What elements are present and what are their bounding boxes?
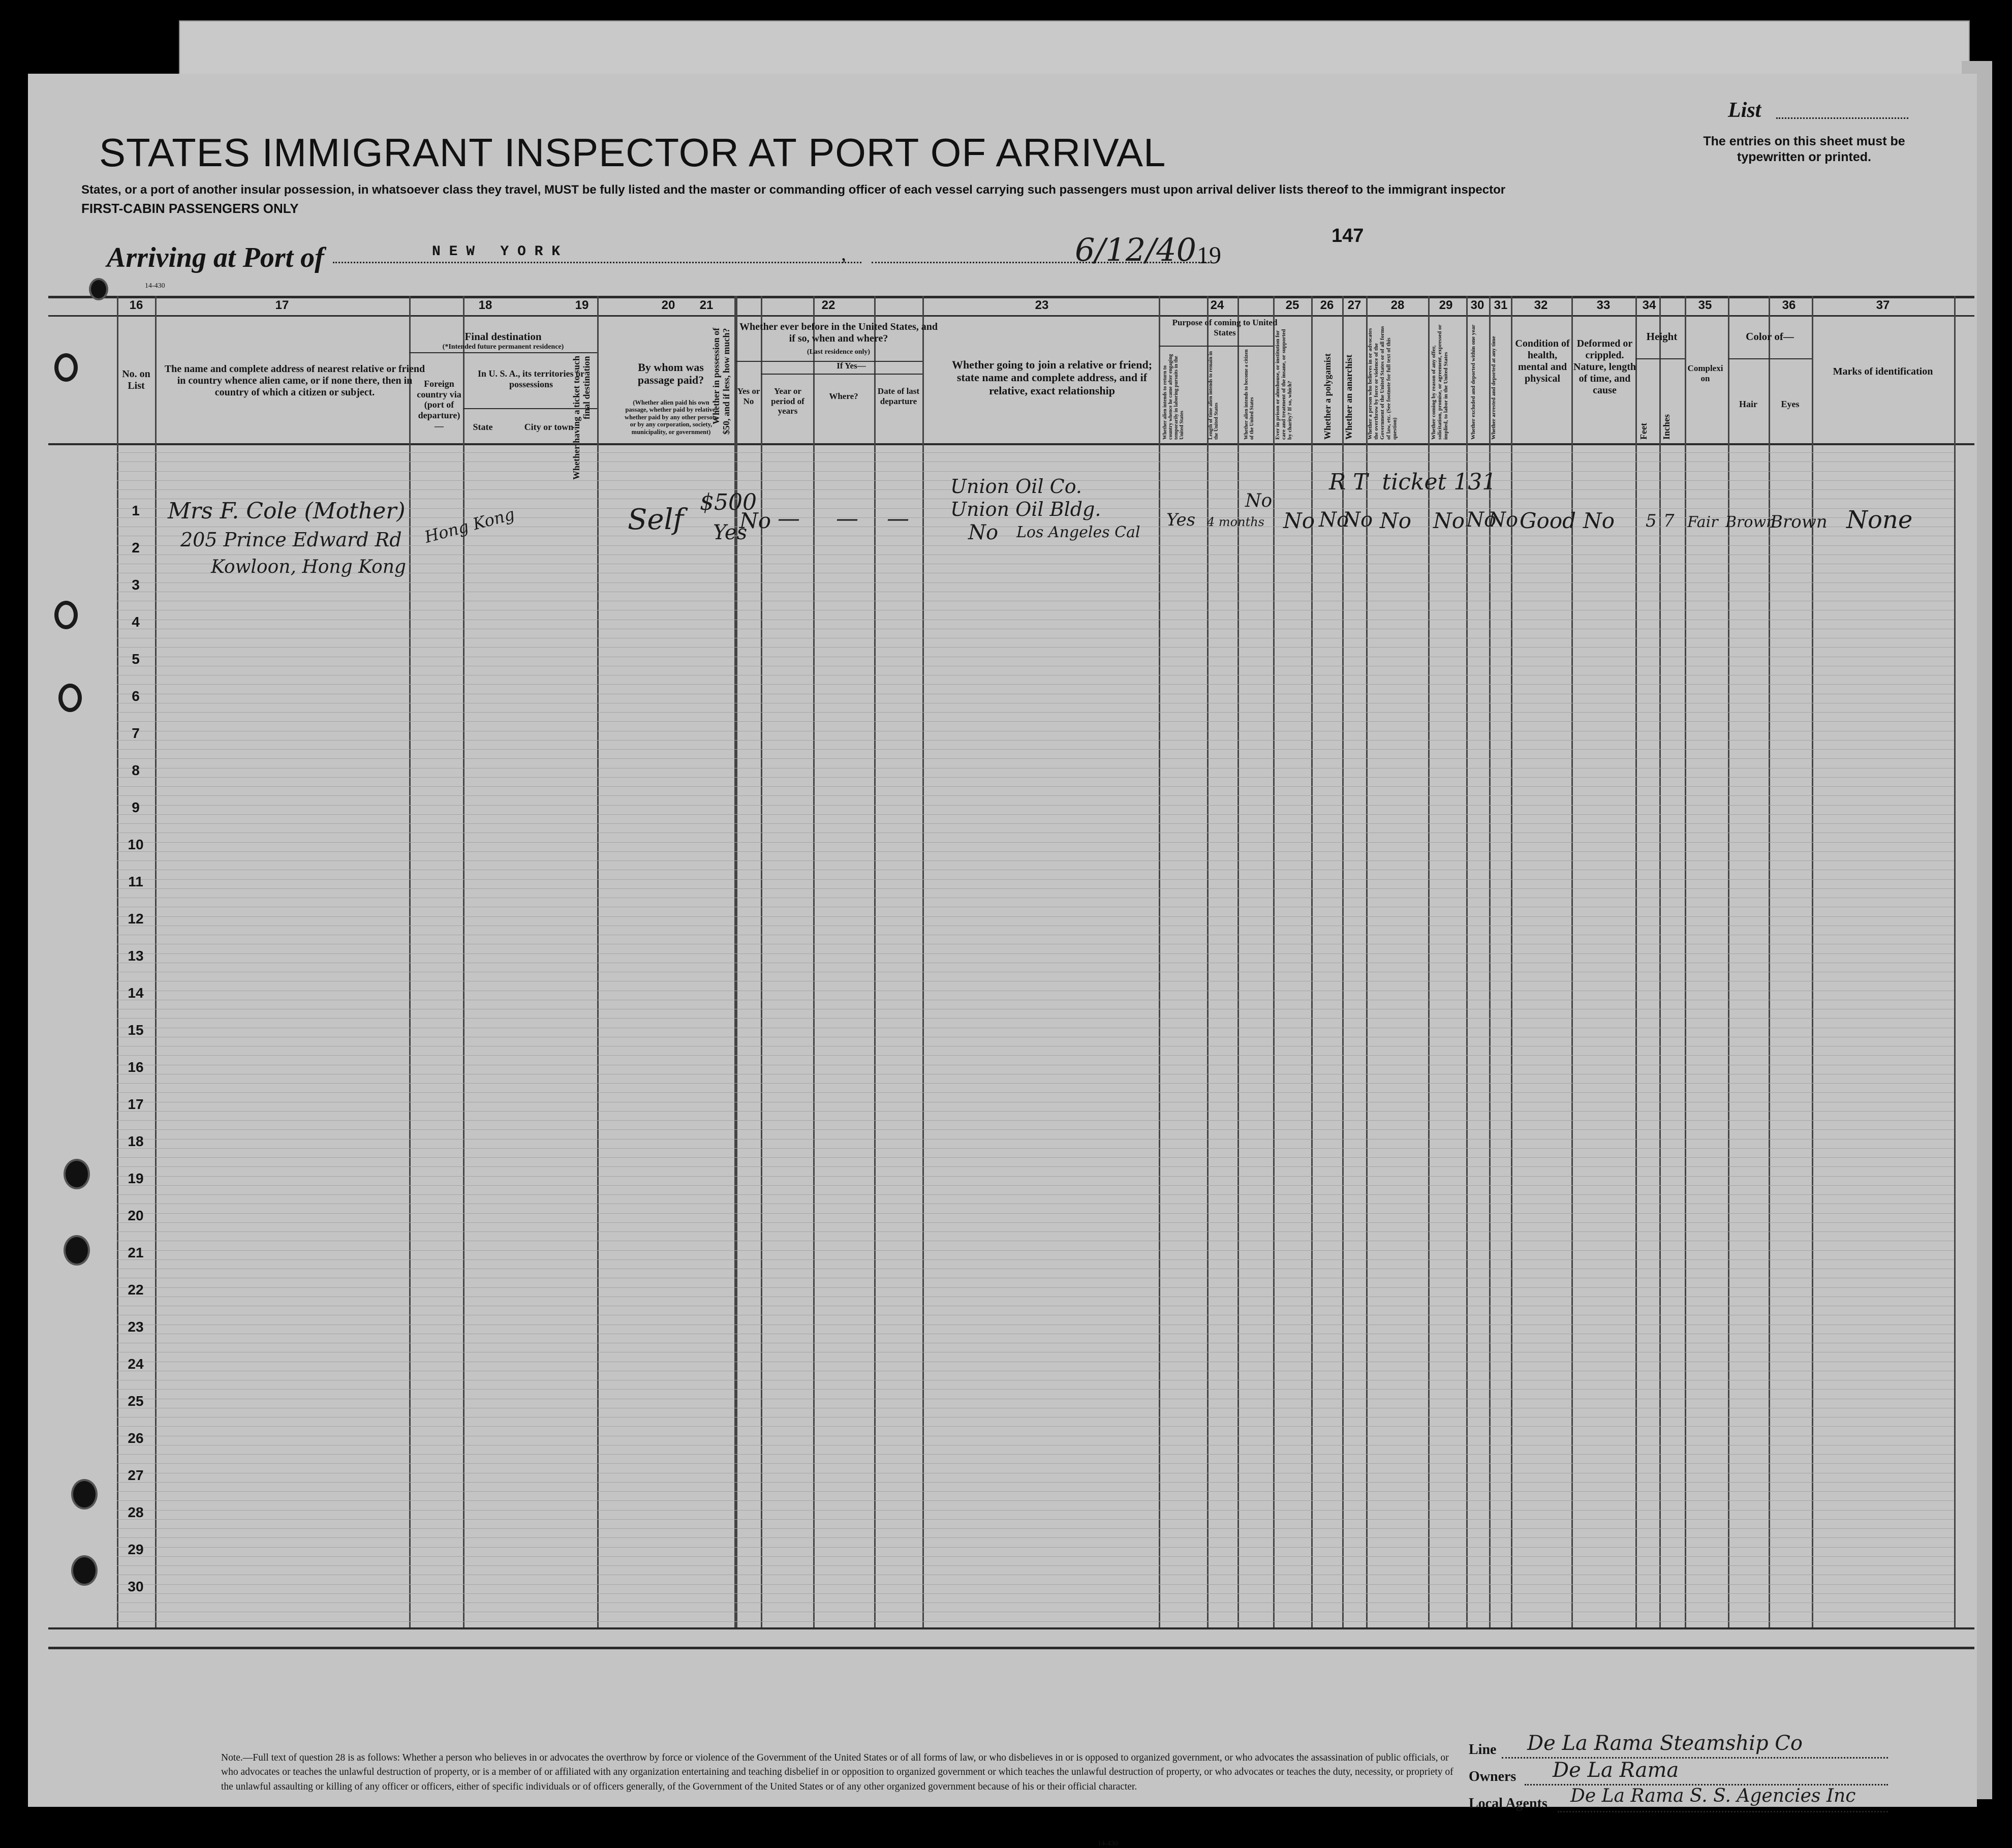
entry-relative-line2: 205 Prince Edward Rd	[180, 529, 402, 551]
row-number: 1	[132, 503, 140, 518]
entry-relative-line1: Mrs F. Cole (Mother)	[168, 498, 406, 524]
page-number: 147	[1332, 225, 1364, 247]
column-number: 26	[1320, 298, 1334, 312]
header-yes-no: Yes or No	[737, 386, 760, 406]
ruled-line	[117, 1111, 1954, 1112]
column-number: 27	[1347, 298, 1361, 312]
column-number: 35	[1698, 298, 1712, 312]
ruled-line	[117, 1259, 1954, 1260]
header-q30: Whether excluded and deported within one year	[1470, 324, 1476, 440]
row-number: 22	[128, 1282, 144, 1298]
column-divider	[1812, 296, 1813, 1627]
row-number: 10	[128, 837, 144, 852]
ruled-line	[117, 1463, 1954, 1464]
entry-relative-line3: Kowloon, Hong Kong	[211, 557, 406, 577]
header-passage-note: (Whether alien paid his own passage, whether paid by relative, whether paid by any other person, or by any corporation, society, municipality, or government)	[625, 399, 718, 436]
row-number: 26	[128, 1430, 144, 1446]
column-number: 31	[1494, 298, 1508, 312]
ruled-line	[117, 1519, 1954, 1520]
row-number: 9	[132, 799, 140, 815]
agents-label: Local Agents	[1469, 1796, 1547, 1811]
binder-hole	[71, 1479, 98, 1510]
row-number: 20	[128, 1208, 144, 1223]
header-color: Color of—	[1746, 330, 1794, 343]
header-become-citizen: Whether alien intends to become a citizen of the United States	[1244, 349, 1255, 440]
entry-q28: No	[1380, 508, 1412, 533]
column-number: 37	[1876, 298, 1890, 312]
row-number: 13	[128, 948, 144, 964]
header-date-departure: Date of last departure	[877, 386, 920, 406]
header-usa: In U. S. A., its territories or possessions	[478, 368, 584, 389]
column-divider	[463, 296, 465, 1627]
header-health: Condition of health, mental and physical	[1515, 338, 1570, 384]
header-q29: Whether coming by reason of any offer, solicitation, promise, or agreement, expressed or implied, to labor in the United States	[1431, 324, 1449, 440]
header-purpose-return: Whether alien intends to return to country whence he came after engaging temporarily in laboring pursuits in the United States	[1162, 354, 1185, 440]
binder-hole	[54, 601, 78, 629]
column-number: 19	[575, 298, 589, 312]
ruled-line	[117, 1250, 1954, 1251]
form-code-top: 14-430	[145, 282, 165, 290]
header-possession: Whether in possession of $50, and if less, how much?	[711, 328, 731, 435]
header-ticket: Whether having a ticket to such final destination	[571, 356, 592, 480]
ruled-line	[117, 888, 1954, 889]
row-number: 11	[128, 874, 143, 889]
binder-hole	[58, 684, 82, 712]
column-number: 33	[1596, 298, 1611, 312]
ruled-line	[117, 452, 1954, 453]
ruled-line	[117, 851, 1954, 852]
column-divider	[922, 296, 924, 1627]
header-foreign-country: Foreign country via (port of departure)—	[417, 379, 461, 431]
header-final-destination: Final destination	[465, 330, 542, 343]
row-number: 21	[128, 1245, 144, 1260]
row-number: 23	[128, 1319, 144, 1335]
entry-join-line1: Union Oil Co.	[950, 475, 1082, 498]
entry-become-citizen: No	[1245, 490, 1273, 511]
binder-hole	[71, 1555, 98, 1586]
ruled-line	[117, 1213, 1954, 1214]
list-label: List	[1728, 99, 1761, 122]
ruled-line	[117, 1194, 1954, 1195]
column-divider	[1728, 296, 1729, 1627]
ruled-line	[117, 1222, 1954, 1223]
footnote-q28: Note.—Full text of question 28 is as follows: Whether a person who believes in or advocates the overthrow by force or violence of the Government of the United States or of all forms of law, or who disbelieves in or is opposed to organized government, or who advocates the assassination of public officials, or who advocates or teaches the unlawful destruction of property, or is a member of or affiliated with any organization entertaining and teaching disbelief in or opposition to organized government or which teaches the unlawful destruction of property, or who advocates or teaches the duty, necessity, or propriety of the unlawful assaulting or killing of any officer or officers, either of specific individuals or of officers generally, of the Government of the United States or of any other organized government because of his or their official character.	[221, 1752, 1453, 1792]
ruled-line	[117, 684, 1954, 685]
header-complexion: Complexion	[1687, 363, 1723, 383]
ruled-line	[117, 1482, 1954, 1483]
column-number: 22	[821, 298, 835, 312]
header-divider	[1728, 358, 1812, 359]
header-year-period: Year or period of years	[771, 386, 804, 416]
ruled-line	[117, 795, 1954, 796]
header-divider	[1159, 346, 1273, 347]
arrival-date: 6/12/40	[1075, 231, 1197, 268]
column-number: 34	[1642, 298, 1656, 312]
entry-eyes: Brown	[1770, 512, 1828, 532]
header-length-stay: Length of time alien intends to remain in the United States	[1208, 351, 1219, 440]
ruled-line	[117, 1500, 1954, 1501]
row-number: 8	[132, 762, 140, 778]
ruled-line	[117, 842, 1954, 843]
row-number: 15	[128, 1022, 144, 1038]
typewritten-note: The entries on this sheet must be typewritten or printed.	[1703, 134, 1905, 165]
column-divider	[1685, 296, 1686, 1627]
entry-dash-where: —	[836, 506, 858, 532]
entry-possession-amount: $500	[700, 489, 757, 515]
manifest-sheet: List The entries on this sheet must be typewritten or printed. STATES IMMIGRANT INSPECTOR AT PORT OF ARRIVAL States, or a port of another insular possession, in whatsoever class they travel, MUST be fully listed and the master or commanding officer of each vessel carrying such passengers must upon arrival deliver lists thereof to the immigrant inspector FIRST-CABIN PASSENGERS ONLY Arriving at Port of N E W Y O R K , 6/12/40 19 147 14-430 16 17 18 19 20 21 22 23 24 25 26 27 28 29 30 31 32 33 34 35 36 37 No. on List The name and complete address of nearest relative or friend in country whence alien came, or if none there, then in country of which a citizen or subject. Final destination (*Intended future permanent residence) Foreign country via (port of departure)— In U. S. A., its territories or possessions State City or town Whether having a ticket to such final destination By whom was passage paid? (Whether alien paid his own passage, whether paid by relative, whether paid by any other person, or by any corporation, society, municipality, or government) Whether in possession of $50, and if less, how much? Whether ever before in the United States, and if so, when and where? (Last residence only) Yes or No If Yes— Year or period of years Where? Date of last departure Whether going to join a relative or friend; state name and complete address, and if relative, exact relationship Purpose of coming to United States Whether alien intends to return to country whence he came after engaging temporarily in laboring pursuits in the United States Length of time alien intends to remain in the United States Whether alien intends to become a citizen of the United States Ever in prison or almshouse, or institution for care and treatment of the insane, or supported by charity? If so, which? Whether a polygamist Whether an anarchist Whether a person who believes in or advocates the overthrow by force or violence of the Government of the United States or of all forms of law, etc. (See footnote for full text of this question) Whether coming by reason of any offer, solicitation, promise, or agreement, expressed or implied, to labor in the United States Whether excluded and deported within one year Whether arrested and deported at any time Condition of health, mental and physical Deformed or crippled. Nature, length of time, and cause Height Feet Inches Complexion Color of— Hair Eyes Marks of identification 1 2 3 4 5 6 7 8 9 10 11 12 13 14 15 16 17 18 19 20 21 22 23 24 25 26 27 28 29 30 Mrs F. Cole (Mother) 205 Prince Edward Rd Kowloon, Hong Kong Hong Kong Self $500 Yes No — — — Union Oil Co. Union Oil Bldg. No Los Angeles Cal Yes 4 months No No No No No No No No R T ticket 131 Good No 5 7 Fair Brown Brown None Note.—Full text of question 28 is as follows: Whether a person who believes in or advocates the overthrow by force or violence of the Government of the United States or of all forms of law, or who disbelieves in or is opposed to organized government, or who advocates the assassination of public officials, or who advocates or teaches the unlawful destruction of property, or is a member of or affiliated with any organization entertaining and teaching disbelief in or opposition to organized government or which teaches the unlawful destruction of property, or who advocates or teaches the duty, necessity, or propriety of the unlawful assaulting or killing of any officer or officers, either of specific individuals or of officers generally, of the Government of the United States or of any other organized government because of his or their official character. 14-430 Line De La Rama Steamship Co Owners De La Rama Local Agents De La Rama S. S. Agencies Inc	[28, 74, 1977, 1807]
column-number: 28	[1390, 298, 1405, 312]
column-divider	[1571, 296, 1573, 1627]
header-relative-address: The name and complete address of nearest relative or friend in country whence alien came, or if none there, then in country of which a citizen or subject.	[164, 363, 425, 398]
entry-hair: Brown	[1725, 513, 1776, 531]
entry-q29: No	[1433, 508, 1465, 533]
header-last-residence: (Last residence only)	[807, 348, 871, 356]
column-number: 30	[1470, 298, 1484, 312]
arriving-label: Arriving at Port of	[107, 242, 324, 273]
column-divider	[409, 296, 411, 1627]
header-inches: Inches	[1661, 414, 1671, 440]
page-title: STATES IMMIGRANT INSPECTOR AT PORT OF ARRIVAL	[99, 130, 1166, 175]
agents-value: De La Rama S. S. Agencies Inc	[1570, 1785, 1856, 1806]
column-number: 17	[275, 298, 289, 312]
ruled-line	[117, 471, 1954, 472]
subtitle-first-cabin: FIRST-CABIN PASSENGERS ONLY	[81, 201, 299, 216]
entry-anarchist: No	[1343, 508, 1373, 532]
ruled-line	[117, 814, 1954, 815]
header-polygamist: Whether a polygamist	[1322, 353, 1333, 440]
row-number: 27	[128, 1467, 144, 1483]
ruled-line	[117, 1556, 1954, 1557]
ruled-line	[117, 1565, 1954, 1566]
column-divider	[874, 296, 876, 1627]
entry-q30: No	[1466, 508, 1497, 532]
entry-polygamist: No	[1319, 508, 1349, 532]
row-number: 29	[128, 1542, 144, 1557]
column-divider	[813, 296, 815, 1627]
header-eyes: Eyes	[1781, 399, 1800, 409]
owners-value: De La Rama	[1553, 1759, 1679, 1782]
ruled-line	[117, 786, 1954, 787]
line-label: Line	[1469, 1742, 1497, 1758]
ruled-line	[117, 1083, 1954, 1084]
ruled-line	[117, 879, 1954, 880]
header-city: City or town	[524, 422, 574, 432]
binder-hole	[64, 1159, 90, 1189]
header-q28: Whether a person who believes in or advocates the overthrow by force or violence of the Government of the United States or of all forms of law, etc. (See footnote for full text of this question)	[1367, 326, 1398, 440]
header-passage-paid: By whom was passage paid?	[637, 361, 704, 387]
ruled-line	[117, 805, 1954, 806]
header-feet: Feet	[1638, 423, 1649, 440]
column-number: 24	[1210, 298, 1224, 312]
column-number: 36	[1782, 298, 1796, 312]
column-number: 21	[699, 298, 714, 312]
column-divider	[1635, 296, 1637, 1627]
ruled-line	[117, 1584, 1954, 1585]
ruled-line	[117, 749, 1954, 750]
column-number: 20	[661, 298, 675, 312]
row-number: 25	[128, 1393, 144, 1409]
header-anarchist: Whether an anarchist	[1344, 354, 1354, 440]
row-number: 6	[132, 688, 140, 704]
ruled-line	[117, 1129, 1954, 1130]
line-value: De La Rama Steamship Co	[1527, 1732, 1803, 1755]
entry-join-line2: Union Oil Bldg.	[950, 498, 1101, 520]
ruled-line	[117, 1148, 1954, 1149]
header-state: State	[473, 422, 493, 432]
column-number: 18	[478, 298, 492, 312]
entry-feet: 5	[1646, 511, 1657, 531]
ruled-line	[117, 712, 1954, 713]
entry-possession-yes: Yes	[713, 521, 748, 544]
row-number: 24	[128, 1356, 144, 1372]
row-number: 3	[132, 577, 140, 593]
row-number: 4	[132, 614, 140, 630]
header-divider	[1635, 358, 1685, 359]
header-purpose: Purpose of coming to United States	[1172, 318, 1278, 337]
header-hair: Hair	[1739, 399, 1757, 409]
entry-length-stay: 4 months	[1207, 515, 1264, 529]
row-number: 5	[132, 651, 140, 667]
header-prison: Ever in prison or almshouse, or institution for care and treatment of the insane, or supported by charity? If so, which?	[1275, 329, 1293, 440]
ruled-line	[117, 1176, 1954, 1177]
binder-hole	[89, 278, 108, 300]
entry-dash-year: —	[778, 506, 800, 532]
column-divider	[761, 296, 762, 1627]
ruled-line	[117, 1120, 1954, 1121]
row-number: 7	[132, 725, 140, 741]
ruled-line	[117, 953, 1954, 954]
ruled-line	[117, 1157, 1954, 1158]
entry-marks: None	[1846, 506, 1913, 534]
column-divider	[1511, 296, 1512, 1627]
column-number: 25	[1285, 298, 1299, 312]
ruled-line	[117, 461, 1954, 462]
ruled-line	[117, 1528, 1954, 1529]
ruled-line	[117, 777, 1954, 778]
entry-prison: No	[1283, 508, 1315, 533]
ruled-line	[117, 823, 1954, 824]
ruled-line	[117, 582, 1954, 583]
column-divider	[1366, 296, 1368, 1627]
row-number: 17	[128, 1096, 144, 1112]
entry-join-line3: No	[968, 521, 999, 544]
ruled-line	[117, 758, 1954, 759]
ruled-line	[117, 1621, 1954, 1622]
row-number: 28	[128, 1504, 144, 1520]
column-number: 16	[129, 298, 143, 312]
entry-health: Good	[1520, 508, 1576, 533]
ruled-line	[117, 1287, 1954, 1288]
header-ever-before: Whether ever before in the United States, and if so, when and where?	[739, 321, 938, 344]
ruled-line	[117, 1593, 1954, 1594]
header-where: Where?	[829, 391, 858, 401]
header-if-yes: If Yes—	[837, 361, 866, 371]
entry-q31: No	[1488, 508, 1519, 532]
year-prefix: 19	[1197, 242, 1221, 269]
entry-passage-paid: Self	[628, 503, 684, 536]
row-number: 19	[128, 1171, 144, 1186]
entry-ticket-note: R T ticket 131	[1329, 469, 1497, 495]
header-divider	[761, 374, 922, 375]
binder-hole	[54, 353, 78, 382]
ruled-line	[117, 1510, 1954, 1511]
column-divider	[1311, 296, 1313, 1627]
ruled-line	[117, 1185, 1954, 1186]
binder-hole	[64, 1235, 90, 1266]
ruled-line	[117, 1389, 1954, 1390]
ruled-line	[117, 721, 1954, 722]
ruled-line	[117, 1537, 1954, 1538]
ruled-line	[117, 1231, 1954, 1232]
row-number: 12	[128, 911, 144, 927]
ruled-line	[117, 916, 1954, 917]
column-divider	[597, 296, 599, 1627]
ruled-line	[117, 1454, 1954, 1455]
entry-join-line4: Los Angeles Cal	[1016, 523, 1140, 541]
header-no-on-list: No. on List	[122, 368, 150, 391]
ruled-line	[117, 860, 1954, 861]
row-number: 18	[128, 1133, 144, 1149]
column-divider	[1207, 296, 1209, 1627]
row-number: 16	[128, 1059, 144, 1075]
column-divider	[1159, 296, 1160, 1627]
ruled-line	[117, 1166, 1954, 1167]
entry-ever-before: No	[739, 508, 771, 533]
ruled-line	[117, 1018, 1954, 1019]
row-number: 2	[132, 540, 140, 556]
header-height: Height	[1646, 330, 1678, 343]
column-divider	[1273, 296, 1275, 1627]
column-number: 32	[1534, 298, 1548, 312]
entry-foreign-country: Hong Kong	[422, 504, 517, 547]
subtitle-instructions: States, or a port of another insular possession, in whatsoever class they travel, MUST be fully listed and the master or commanding officer of each vessel carrying such passengers must upon arrival deliver lists thereof to the immigrant inspector	[81, 183, 1506, 197]
ruled-line	[117, 740, 1954, 741]
port-name: N E W Y O R K	[432, 244, 561, 260]
ruled-line	[117, 1417, 1954, 1418]
column-divider	[1954, 296, 1956, 1627]
ruled-line	[117, 647, 1954, 648]
entry-inches: 7	[1663, 511, 1675, 531]
column-divider	[1428, 296, 1430, 1627]
header-join-relative: Whether going to join a relative or friend; state name and complete address, and if relative, exact relationship	[951, 358, 1153, 397]
column-number: 29	[1439, 298, 1453, 312]
header-q31: Whether arrested and deported at any time	[1491, 336, 1497, 440]
ruled-line	[117, 1055, 1954, 1056]
form-code-bottom: 14-430	[1098, 1840, 1118, 1847]
column-divider	[1489, 296, 1491, 1627]
row-number: 14	[128, 985, 144, 1001]
header-divider	[409, 352, 597, 353]
header-deformed: Deformed or crippled. Nature, length of time, and cause	[1573, 338, 1636, 396]
header-final-destination-note: (*Intended future permanent residence)	[442, 343, 564, 351]
ruled-line	[117, 1426, 1954, 1427]
column-divider	[1769, 296, 1770, 1627]
ruled-line	[117, 1491, 1954, 1492]
owners-label: Owners	[1469, 1769, 1516, 1784]
ruled-line	[117, 1547, 1954, 1548]
header-marks: Marks of identification	[1833, 366, 1933, 377]
column-divider	[1659, 296, 1661, 1627]
ruled-line	[117, 1092, 1954, 1093]
entry-dash-date: —	[887, 506, 909, 532]
entry-purpose-return: Yes	[1166, 510, 1196, 530]
column-divider	[1466, 296, 1468, 1627]
row-number: 30	[128, 1579, 144, 1594]
column-number: 23	[1035, 298, 1049, 312]
column-divider	[1237, 296, 1239, 1627]
column-divider	[1342, 296, 1344, 1627]
entry-deformed: No	[1583, 508, 1615, 533]
entry-complexion: Fair	[1687, 513, 1718, 531]
